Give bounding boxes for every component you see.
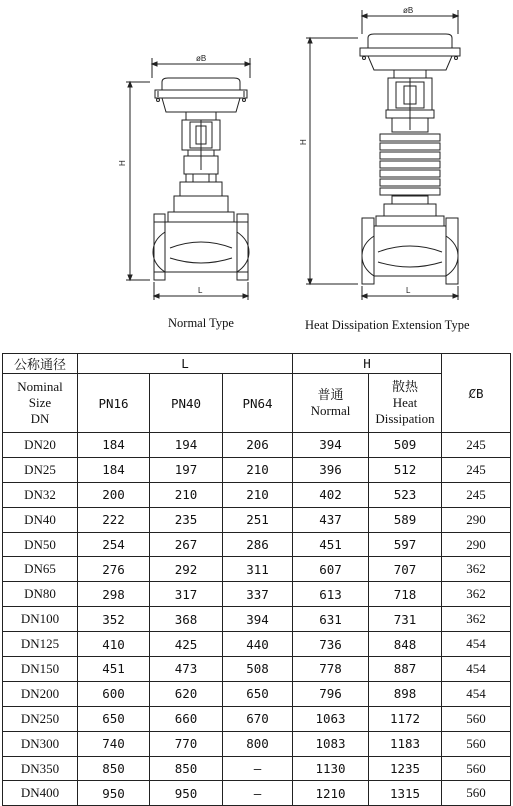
heat-dissipation-drawing — [306, 10, 460, 300]
pn64-cell: 206 — [223, 433, 293, 458]
dn-cell: DN125 — [3, 632, 78, 657]
h-heat-cell: 1235 — [369, 756, 442, 781]
b-cell: 560 — [442, 781, 511, 806]
dn-cell: DN50 — [3, 532, 78, 557]
pn16-cell: 850 — [78, 756, 150, 781]
pn64-cell: — — [223, 781, 293, 806]
pn64-cell: — — [223, 756, 293, 781]
normal-type-caption: Normal Type — [168, 316, 234, 330]
pn40-cell: 317 — [150, 582, 223, 607]
b-cell: 362 — [442, 582, 511, 607]
pn16-header: PN16 — [78, 374, 150, 433]
pn40-cell: 950 — [150, 781, 223, 806]
dn-cell: DN200 — [3, 681, 78, 706]
b-cell: 454 — [442, 632, 511, 657]
h-heat-en-line2: Dissipation — [375, 411, 435, 426]
pn64-cell: 286 — [223, 532, 293, 557]
pn64-cell: 337 — [223, 582, 293, 607]
pn64-cell: 210 — [223, 457, 293, 482]
right-height-label: H — [299, 139, 308, 145]
pn40-cell: 267 — [150, 532, 223, 557]
b-cell: 454 — [442, 681, 511, 706]
pn64-cell: 650 — [223, 681, 293, 706]
b-cell: 290 — [442, 507, 511, 532]
nominal-en-line1: Nominal — [17, 379, 63, 394]
pn64-cell: 394 — [223, 607, 293, 632]
pn16-cell: 600 — [78, 681, 150, 706]
pn16-cell: 410 — [78, 632, 150, 657]
pn40-cell: 660 — [150, 706, 223, 731]
table-row — [3, 582, 511, 607]
dn-cell: DN400 — [3, 781, 78, 806]
pn40-header: PN40 — [150, 374, 223, 433]
pn64-cell: 311 — [223, 557, 293, 582]
nominal-en-line3: DN — [30, 411, 50, 426]
table-row — [3, 681, 511, 706]
pn40-cell: 770 — [150, 731, 223, 756]
pn40-cell: 620 — [150, 681, 223, 706]
h-normal-cell: 1210 — [293, 781, 369, 806]
pn16-cell: 222 — [78, 507, 150, 532]
pn64-cell: 670 — [223, 706, 293, 731]
pn64-cell: 210 — [223, 482, 293, 507]
h-heat-cell: 731 — [369, 607, 442, 632]
pn40-cell: 194 — [150, 433, 223, 458]
h-heat-cell: 1172 — [369, 706, 442, 731]
pn40-cell: 850 — [150, 756, 223, 781]
h-heat-cell: 512 — [369, 457, 442, 482]
pn16-cell: 352 — [78, 607, 150, 632]
h-heat-cell: 848 — [369, 632, 442, 657]
left-height-label: H — [118, 160, 127, 166]
h-heat-en-line1: Heat — [392, 395, 418, 410]
pn16-cell: 254 — [78, 532, 150, 557]
h-heat-cell: 707 — [369, 557, 442, 582]
b-cell: 560 — [442, 756, 511, 781]
h-heat-cell: 523 — [369, 482, 442, 507]
b-cell: 290 — [442, 532, 511, 557]
pn40-cell: 473 — [150, 657, 223, 682]
pn40-cell: 368 — [150, 607, 223, 632]
normal-type-drawing — [126, 58, 250, 300]
h-heat-cell: 718 — [369, 582, 442, 607]
table-row — [3, 781, 511, 806]
h-normal-cell: 796 — [293, 681, 369, 706]
dn-cell: DN40 — [3, 507, 78, 532]
h-heat-cell: 597 — [369, 532, 442, 557]
dn-cell: DN300 — [3, 731, 78, 756]
pn64-cell: 440 — [223, 632, 293, 657]
h-heat-header — [369, 374, 442, 433]
dn-cell: DN20 — [3, 433, 78, 458]
h-normal-cell: 1083 — [293, 731, 369, 756]
b-cell: 245 — [442, 457, 511, 482]
h-normal-cell: 1063 — [293, 706, 369, 731]
h-normal-header — [293, 374, 369, 433]
table-row — [3, 731, 511, 756]
pn16-cell: 950 — [78, 781, 150, 806]
pn40-cell: 197 — [150, 457, 223, 482]
h-normal-cn: 普通 — [317, 387, 344, 402]
h-heat-cell: 589 — [369, 507, 442, 532]
table-row — [3, 756, 511, 781]
h-heat-cell: 1315 — [369, 781, 442, 806]
h-heat-cell: 1183 — [369, 731, 442, 756]
l-header: L — [78, 354, 293, 374]
dn-cell: DN100 — [3, 607, 78, 632]
pn16-cell: 276 — [78, 557, 150, 582]
table-row — [3, 433, 511, 458]
h-normal-cell: 437 — [293, 507, 369, 532]
nominal-cn-header: 公称通径 — [3, 354, 78, 374]
table-row — [3, 532, 511, 557]
right-diameter-label: øB — [403, 6, 414, 15]
b-cell: 245 — [442, 433, 511, 458]
h-normal-cell: 631 — [293, 607, 369, 632]
nominal-en-line2: Size — [28, 395, 52, 410]
pn64-cell: 800 — [223, 731, 293, 756]
heat-type-caption: Heat Dissipation Extension Type — [305, 318, 470, 332]
dn-cell: DN32 — [3, 482, 78, 507]
pn16-cell: 298 — [78, 582, 150, 607]
table-row — [3, 607, 511, 632]
table-row — [3, 482, 511, 507]
left-diameter-label: øB — [196, 54, 207, 63]
dimension-table — [2, 353, 511, 806]
b-header: ȻB — [442, 354, 511, 433]
pn40-cell: 425 — [150, 632, 223, 657]
dn-cell: DN350 — [3, 756, 78, 781]
right-length-label: L — [406, 286, 411, 295]
h-normal-cell: 607 — [293, 557, 369, 582]
h-normal-cell: 1130 — [293, 756, 369, 781]
pn16-cell: 184 — [78, 457, 150, 482]
h-normal-cell: 394 — [293, 433, 369, 458]
h-normal-cell: 736 — [293, 632, 369, 657]
h-normal-cell: 451 — [293, 532, 369, 557]
pn16-cell: 451 — [78, 657, 150, 682]
pn16-cell: 650 — [78, 706, 150, 731]
dn-cell: DN80 — [3, 582, 78, 607]
h-heat-cell: 898 — [369, 681, 442, 706]
b-cell: 560 — [442, 731, 511, 756]
b-cell: 362 — [442, 557, 511, 582]
pn64-cell: 508 — [223, 657, 293, 682]
pn16-cell: 184 — [78, 433, 150, 458]
pn64-cell: 251 — [223, 507, 293, 532]
b-cell: 454 — [442, 657, 511, 682]
h-normal-cell: 778 — [293, 657, 369, 682]
h-normal-en: Normal — [310, 403, 351, 418]
pn40-cell: 292 — [150, 557, 223, 582]
pn40-cell: 210 — [150, 482, 223, 507]
h-heat-cn: 散热 — [391, 379, 418, 394]
dn-cell: DN65 — [3, 557, 78, 582]
table-row — [3, 507, 511, 532]
table-row — [3, 557, 511, 582]
table-row — [3, 706, 511, 731]
dn-cell: DN150 — [3, 657, 78, 682]
dn-cell: DN250 — [3, 706, 78, 731]
pn16-cell: 740 — [78, 731, 150, 756]
pn64-header: PN64 — [223, 374, 293, 433]
h-header: H — [293, 354, 442, 374]
h-heat-cell: 887 — [369, 657, 442, 682]
nominal-en-header — [3, 374, 78, 433]
table-row — [3, 457, 511, 482]
dn-cell: DN25 — [3, 457, 78, 482]
pn40-cell: 235 — [150, 507, 223, 532]
pn16-cell: 200 — [78, 482, 150, 507]
b-cell: 245 — [442, 482, 511, 507]
valve-drawings — [0, 0, 513, 345]
b-cell: 362 — [442, 607, 511, 632]
b-cell: 560 — [442, 706, 511, 731]
h-normal-cell: 613 — [293, 582, 369, 607]
h-heat-cell: 509 — [369, 433, 442, 458]
h-normal-cell: 402 — [293, 482, 369, 507]
h-normal-cell: 396 — [293, 457, 369, 482]
left-length-label: L — [198, 286, 203, 295]
table-row — [3, 657, 511, 682]
table-row — [3, 632, 511, 657]
